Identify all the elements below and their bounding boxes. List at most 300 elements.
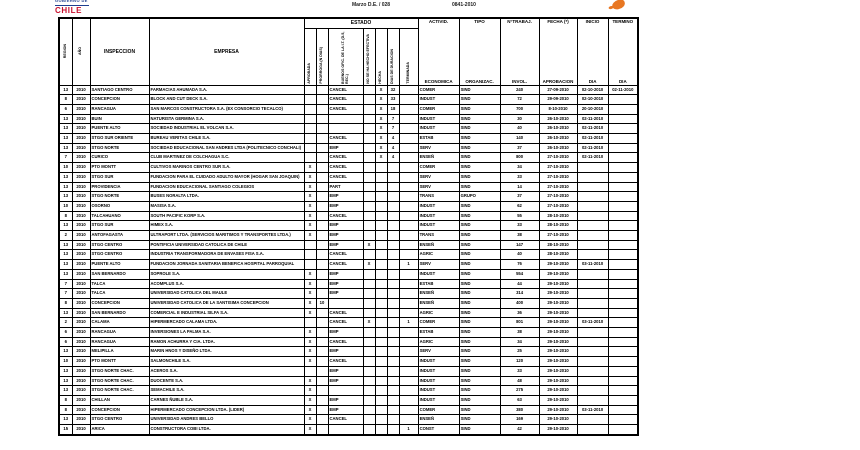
inspeccion-cell: RANCAGUA [90,337,149,347]
estado-dias-duracion-cell [387,279,399,289]
tipo-organizacion-cell: SIND [459,357,500,367]
inicio-dia-cell [577,231,608,241]
estado-hecha-cell: X [375,104,387,114]
estado-no-efectiva-cell [363,231,375,241]
estado-terminada-cell: 1 [399,260,418,270]
fecha-aprobacion-cell: 29-10-2010 [539,269,577,279]
estado-buenos-oficios-cell: EMP [328,192,363,202]
actividad-economica-cell: SERV [418,260,459,270]
ano-cell: 2010 [72,425,90,435]
estado-dias-duracion-cell [387,231,399,241]
estado-dias-duracion-cell [387,192,399,202]
region-cell: 13 [59,269,72,279]
estado-hecha-cell [375,376,387,386]
doc-number: 0841-2010 [452,2,476,8]
region-cell: 13 [59,366,72,376]
region-cell: 2 [59,231,72,241]
num-trabajadores-cell: 314 [500,289,539,299]
region-cell: 6 [59,328,72,338]
ano-cell: 2010 [72,279,90,289]
empresa-cell: COMERCIAL E INDUSTRIAL SILFA S.A. [149,308,304,318]
estado-prorroga-cell [316,134,328,144]
estado-no-efectiva-cell [363,85,375,95]
estado-buenos-oficios-cell: CANCEL [328,153,363,163]
estado-no-efectiva-cell [363,328,375,338]
num-trabajadores-cell: 140 [500,134,539,144]
region-cell: 10 [59,163,72,173]
region-cell: 7 [59,289,72,299]
estado-dias-duracion-cell [387,269,399,279]
num-trabajadores-cell: 38 [500,231,539,241]
estado-dias-duracion-cell [387,182,399,192]
inspeccion-cell: TALCA [90,279,149,289]
estado-no-efectiva-cell [363,95,375,105]
termino-dia-cell [608,347,638,357]
inicio-dia-cell [577,376,608,386]
ano-cell: 2010 [72,143,90,153]
table-row [59,221,638,231]
estado-buenos-oficios-cell: CANCEL [328,134,363,144]
empresa-cell: NATURISTA GERMINA S.A. [149,114,304,124]
fecha-aprobacion-cell: 26-10-2010 [539,114,577,124]
empresa-cell: BUREAU VERITAS CHILE S.A. [149,134,304,144]
ano-cell: 2010 [72,298,90,308]
fecha-aprobacion-cell: 29-10-2010 [539,425,577,435]
estado-buenos-oficios-cell: CANCEL [328,357,363,367]
estado-prorroga-cell [316,231,328,241]
table-row [59,279,638,289]
estado-no-efectiva-cell [363,221,375,231]
estado-buenos-oficios-cell: CANCEL [328,85,363,95]
estado-buenos-oficios-cell: CANCEL [328,415,363,425]
inicio-dia-cell [577,337,608,347]
estado-hecha-cell [375,366,387,376]
ano-cell: 2010 [72,250,90,260]
table-row [59,182,638,192]
inicio-dia-cell [577,172,608,182]
actividad-economica-cell: COMER [418,85,459,95]
inicio-dia-cell [577,163,608,173]
inspeccion-cell: TALCAHUANO [90,211,149,221]
estado-buenos-oficios-cell: EMP [328,347,363,357]
table-row [59,386,638,396]
num-trabajadores-cell: 275 [500,386,539,396]
estado-aprobada-cell: X [304,425,316,435]
header-estado-terminada-label: TERMINADA [405,61,410,84]
estado-no-efectiva-cell [363,357,375,367]
table-row [59,318,638,328]
termino-dia-cell [608,250,638,260]
estado-dias-duracion-cell [387,260,399,270]
tipo-organizacion-cell: SIND [459,415,500,425]
header-fecha [539,18,577,85]
num-trabajadores-cell: 76 [500,260,539,270]
estado-aprobada-cell: X [304,337,316,347]
fecha-aprobacion-cell: 28-10-2010 [539,250,577,260]
estado-aprobada-cell: X [304,221,316,231]
estado-buenos-oficios-cell: CANCEL [328,211,363,221]
estado-hecha-cell: X [375,124,387,134]
estado-hecha-cell: X [375,153,387,163]
inicio-dia-cell [577,279,608,289]
fecha-aprobacion-cell: 29-10-2010 [539,405,577,415]
estado-buenos-oficios-cell: EMP [328,405,363,415]
num-trabajadores-cell: 72 [500,95,539,105]
region-cell: 10 [59,357,72,367]
estado-prorroga-cell [316,318,328,328]
estado-hecha-cell [375,318,387,328]
estado-hecha-cell [375,308,387,318]
estado-aprobada-cell [304,240,316,250]
num-trabajadores-cell: 34 [500,163,539,173]
fecha-aprobacion-cell: 29-09-2010 [539,95,577,105]
tipo-organizacion-cell: SIND [459,308,500,318]
estado-hecha-cell [375,298,387,308]
empresa-cell: CARNES ÑUBLE S.A. [149,396,304,406]
estado-aprobada-cell: X [304,415,316,425]
inicio-dia-cell: 02-10-2010 [577,95,608,105]
inicio-dia-cell: 02-10-2010 [577,85,608,95]
inspeccion-cell: STGO NORTE CHAC. [90,376,149,386]
estado-no-efectiva-cell: X [363,318,375,328]
inspeccion-cell: CALAMA [90,318,149,328]
tipo-organizacion-cell: SIND [459,114,500,124]
estado-prorroga-cell [316,143,328,153]
estado-hecha-cell [375,172,387,182]
ano-cell: 2010 [72,337,90,347]
estado-terminada-cell [399,298,418,308]
table-row [59,366,638,376]
ano-cell: 2010 [72,308,90,318]
actividad-economica-cell: ESTAB [418,279,459,289]
estado-aprobada-cell [304,366,316,376]
estado-prorroga-cell [316,279,328,289]
estado-hecha-cell [375,182,387,192]
region-cell: 13 [59,182,72,192]
estado-terminada-cell [399,221,418,231]
estado-buenos-oficios-cell: EMP [328,279,363,289]
inspeccion-cell: BUIN [90,114,149,124]
estado-no-efectiva-cell [363,104,375,114]
estado-no-efectiva-cell [363,337,375,347]
estado-no-efectiva-cell [363,114,375,124]
inicio-dia-cell [577,250,608,260]
inspeccion-cell: CHILLAN [90,396,149,406]
inspeccion-cell: PROVIDENCIA [90,182,149,192]
header-tipo-top: TIPO [474,19,485,25]
empresa-cell: UNIVERSIDAD CATOLICA DE LA SANTISIMA CONCEPCION [149,298,304,308]
inicio-dia-cell [577,269,608,279]
termino-dia-cell [608,231,638,241]
table-row [59,192,638,202]
termino-dia-cell [608,337,638,347]
termino-dia-cell [608,182,638,192]
inicio-dia-cell [577,328,608,338]
region-cell: 10 [59,201,72,211]
estado-hecha-cell [375,269,387,279]
estado-prorroga-cell [316,289,328,299]
header-actividad-top: ACTIVID. [428,19,449,25]
inspeccion-cell: STGO NORTE [90,192,149,202]
fecha-aprobacion-cell: 27-10-2010 [539,163,577,173]
tipo-organizacion-cell: SIND [459,143,500,153]
estado-prorroga-cell [316,192,328,202]
estado-hecha-cell [375,289,387,299]
empresa-cell: RAMON ACHURRA Y CIA. LTDA. [149,337,304,347]
tipo-organizacion-cell: SIND [459,347,500,357]
estado-buenos-oficios-cell: CANCEL [328,308,363,318]
inicio-dia-cell [577,347,608,357]
inspeccion-cell: MELIPILLA [90,347,149,357]
estado-hecha-cell [375,425,387,435]
estado-buenos-oficios-cell [328,124,363,134]
num-trabajadores-cell: 120 [500,357,539,367]
empresa-cell: FUNDACION PARA EL CUIDADO ADULTO MAYOR (HOGAR SAN JOAQUIN) [149,172,304,182]
actividad-economica-cell: SERV [418,182,459,192]
estado-terminada-cell [399,192,418,202]
estado-aprobada-cell: X [304,386,316,396]
region-cell: 13 [59,143,72,153]
table-row [59,85,638,95]
inicio-dia-cell [577,211,608,221]
estado-aprobada-cell [304,114,316,124]
fecha-aprobacion-cell: 8-10-2010 [539,104,577,114]
fecha-aprobacion-cell: 27-10-2010 [539,192,577,202]
actividad-economica-cell: CONST [418,425,459,435]
ano-cell: 2010 [72,211,90,221]
region-cell: 8 [59,396,72,406]
empresa-cell: ACOMPLUS S.A. [149,279,304,289]
empresa-cell: BLOCK AND CUT DECK S.A. [149,95,304,105]
termino-dia-cell [608,240,638,250]
empresa-cell: SEMACHILE S.A. [149,386,304,396]
num-trabajadores-cell: 380 [500,405,539,415]
estado-terminada-cell [399,415,418,425]
estado-no-efectiva-cell [363,425,375,435]
header-empresa: EMPRESA [149,18,304,85]
estado-prorroga-cell [316,386,328,396]
tipo-organizacion-cell: SIND [459,240,500,250]
estado-no-efectiva-cell [363,366,375,376]
estado-dias-duracion-cell [387,376,399,386]
header-estado-buenos-oficios-label: BUENOS OFIC. DE LA I.T. (D-5, REC.) [340,31,349,84]
termino-dia-cell [608,405,638,415]
region-cell: 13 [59,347,72,357]
estado-hecha-cell [375,347,387,357]
estado-terminada-cell [399,386,418,396]
estado-no-efectiva-cell [363,192,375,202]
estado-terminada-cell [399,104,418,114]
estado-aprobada-cell: X [304,279,316,289]
ano-cell: 2010 [72,328,90,338]
estado-terminada-cell [399,279,418,289]
estado-prorroga-cell [316,366,328,376]
termino-dia-cell [608,95,638,105]
estado-aprobada-cell [304,95,316,105]
region-cell: 6 [59,337,72,347]
tipo-organizacion-cell: SIND [459,182,500,192]
estado-dias-duracion-cell: 7 [387,124,399,134]
estado-aprobada-cell: X [304,231,316,241]
estado-dias-duracion-cell [387,211,399,221]
termino-dia-cell [608,269,638,279]
fecha-aprobacion-cell: 28-10-2010 [539,211,577,221]
region-cell: 7 [59,279,72,289]
header-inicio-bottom: DIA [588,79,597,85]
num-trabajadores-cell: 40 [500,124,539,134]
region-cell: 13 [59,221,72,231]
empresa-cell: MASISA S.A. [149,201,304,211]
ano-cell: 2010 [72,240,90,250]
empresa-cell: HIMEX S.A. [149,221,304,231]
inspeccion-cell: PTO MONTT [90,163,149,173]
empresa-cell: BUSES NORALTA LTDA. [149,192,304,202]
inicio-dia-cell [577,240,608,250]
actividad-economica-cell: COMER [418,318,459,328]
estado-buenos-oficios-cell: EMP [328,366,363,376]
estado-no-efectiva-cell [363,182,375,192]
region-cell: 15 [59,425,72,435]
num-trabajadores-cell: 14 [500,182,539,192]
estado-dias-duracion-cell: 4 [387,153,399,163]
estado-aprobada-cell [304,124,316,134]
num-trabajadores-cell: 63 [500,396,539,406]
estado-dias-duracion-cell: 7 [387,114,399,124]
inspeccion-cell: STGO NORTE [90,143,149,153]
stamp-icon [611,0,626,11]
termino-dia-cell [608,425,638,435]
empresa-cell: CLUB MARTINEZ DE COLCHAGUA S.C. [149,153,304,163]
estado-hecha-cell [375,328,387,338]
tipo-organizacion-cell: SIND [459,337,500,347]
region-cell: 6 [59,104,72,114]
fecha-aprobacion-cell: 27-10-2010 [539,182,577,192]
num-trabajadores-cell: 240 [500,85,539,95]
header-actividad-bottom: ECONOMICA [424,79,453,85]
header-tipo-bottom: ORGANIZAC. [465,79,494,85]
estado-dias-duracion-cell [387,308,399,318]
tipo-organizacion-cell: SIND [459,298,500,308]
empresa-cell: SOCIEDAD INDUSTRIAL EL VOLCAN S.A. [149,124,304,134]
tipo-organizacion-cell: SIND [459,405,500,415]
table-row [59,357,638,367]
estado-dias-duracion-cell [387,201,399,211]
estado-terminada-cell [399,211,418,221]
ano-cell: 2010 [72,104,90,114]
header-actividad [418,18,459,85]
inicio-dia-cell: 03-11-2010 [577,318,608,328]
num-trabajadores-cell: 700 [500,104,539,114]
header-estado-terminada [399,28,418,85]
estado-prorroga-cell [316,396,328,406]
estado-dias-duracion-cell [387,415,399,425]
estado-buenos-oficios-cell: EMP [328,376,363,386]
header-estado-prorroga-label: PRORROGA (N DIAS) [319,46,324,84]
estado-hecha-cell [375,415,387,425]
tipo-organizacion-cell: SIND [459,201,500,211]
actividad-economica-cell: TRANS [418,231,459,241]
inicio-dia-cell [577,366,608,376]
estado-terminada-cell [399,396,418,406]
estado-terminada-cell [399,240,418,250]
ano-cell: 2010 [72,114,90,124]
fecha-aprobacion-cell: 29-10-2010 [539,376,577,386]
inspeccion-cell: CONCEPCION [90,298,149,308]
estado-aprobada-cell: X [304,163,316,173]
inspeccion-cell: STGO NORTE CHAC. [90,366,149,376]
termino-dia-cell [608,134,638,144]
actividad-economica-cell: INDUST [418,396,459,406]
inspeccion-cell: PUENTE ALTO [90,124,149,134]
ano-cell: 2010 [72,182,90,192]
fecha-aprobacion-cell: 29-10-2010 [539,415,577,425]
termino-dia-cell [608,143,638,153]
termino-dia-cell [608,298,638,308]
estado-no-efectiva-cell [363,279,375,289]
estado-prorroga-cell [316,104,328,114]
header-estado-dias-duracion-label: DIAS DE DURACION [390,48,395,84]
estado-buenos-oficios-cell: EMP [328,269,363,279]
estado-terminada-cell [399,124,418,134]
ano-cell: 2010 [72,318,90,328]
estado-hecha-cell [375,357,387,367]
region-cell: 13 [59,386,72,396]
estado-buenos-oficios-cell: EMP [328,143,363,153]
estado-dias-duracion-cell [387,318,399,328]
estado-hecha-cell [375,240,387,250]
termino-dia-cell [608,153,638,163]
inspeccion-cell: STGO SUR ORIENTE [90,134,149,144]
estado-buenos-oficios-cell: CANCEL [328,95,363,105]
empresa-cell: INVERSIONES LA PALMA S.A. [149,328,304,338]
termino-dia-cell [608,328,638,338]
estado-aprobada-cell: X [304,347,316,357]
empresa-cell: ULTRAPORT LTDA. (SERVICIOS MARITIMOS Y TRANSPORTES LTDA.) [149,231,304,241]
table-row [59,211,638,221]
estado-prorroga-cell [316,250,328,260]
estado-dias-duracion-cell: 33 [387,95,399,105]
estado-prorroga-cell: 10 [316,298,328,308]
header-ano [72,18,90,85]
estado-terminada-cell [399,250,418,260]
estado-dias-duracion-cell [387,337,399,347]
termino-dia-cell [608,318,638,328]
ano-cell: 2010 [72,172,90,182]
estado-terminada-cell [399,172,418,182]
estado-hecha-cell [375,192,387,202]
ano-cell: 2010 [72,415,90,425]
estado-aprobada-cell: X [304,192,316,202]
estado-aprobada-cell: X [304,298,316,308]
estado-no-efectiva-cell [363,298,375,308]
estado-prorroga-cell [316,415,328,425]
fecha-aprobacion-cell: 29-10-2010 [539,366,577,376]
estado-buenos-oficios-cell: CANCEL [328,163,363,173]
fecha-aprobacion-cell: 29-10-2010 [539,260,577,270]
header-ntrab-top: N°TRABAJ. [507,19,532,25]
ano-cell: 2010 [72,386,90,396]
actividad-economica-cell: INDUST [418,366,459,376]
ano-cell: 2010 [72,289,90,299]
actividad-economica-cell: INDUST [418,221,459,231]
table-row [59,337,638,347]
estado-prorroga-cell [316,124,328,134]
fecha-aprobacion-cell: 28-10-2010 [539,221,577,231]
estado-terminada-cell [399,182,418,192]
actividad-economica-cell: INDUST [418,357,459,367]
actividad-economica-cell: AGRIC [418,308,459,318]
tipo-organizacion-cell: SIND [459,172,500,182]
